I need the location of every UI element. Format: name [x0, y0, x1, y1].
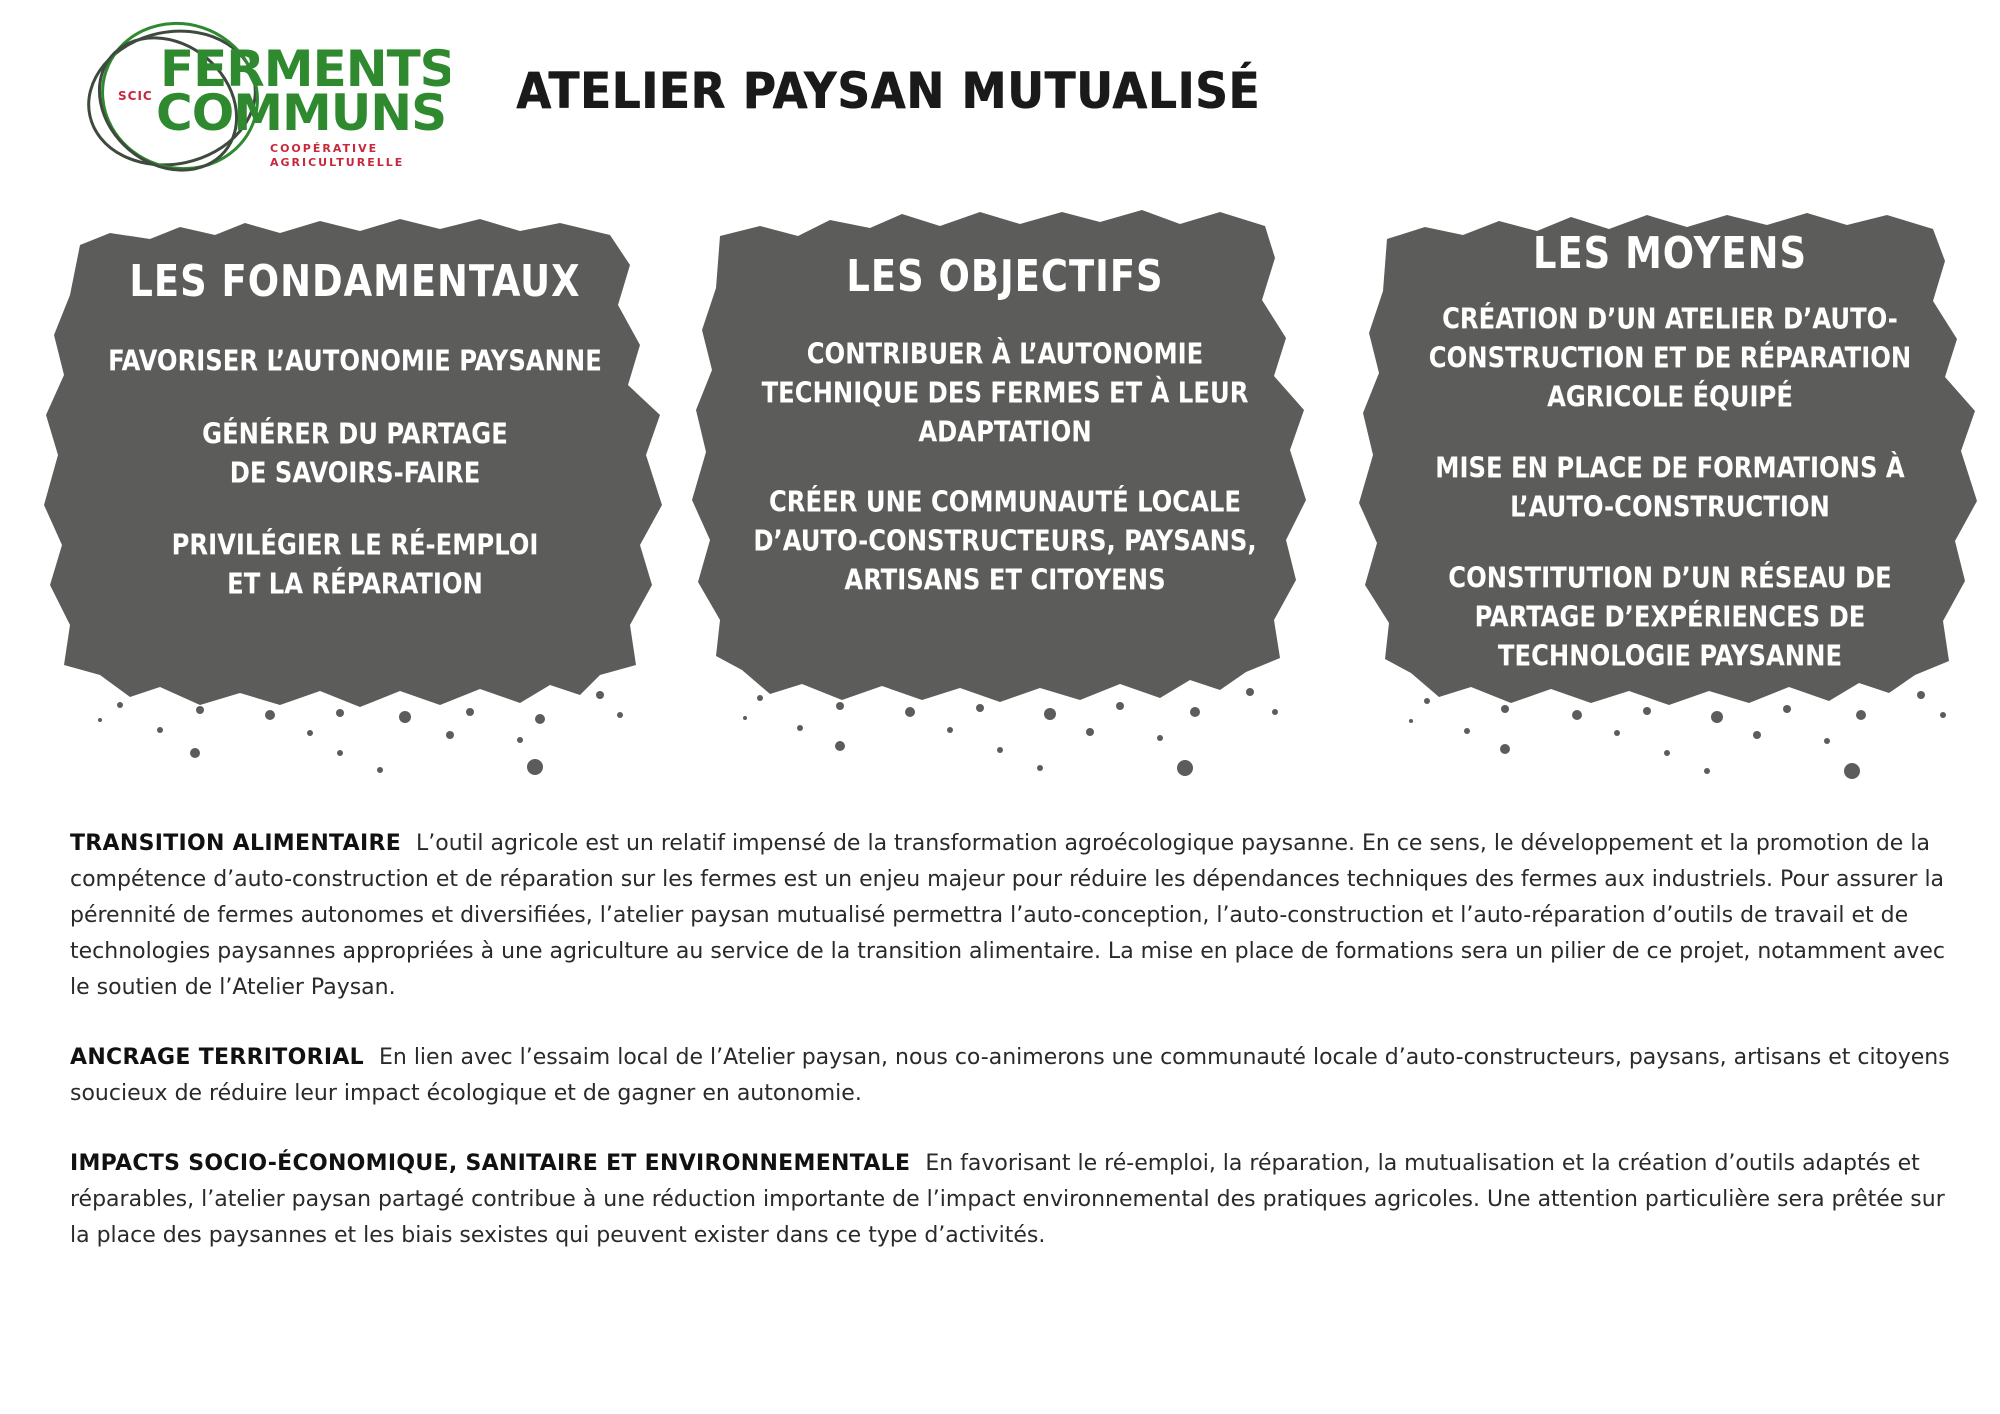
logo-tagline1: COOPÉRATIVE — [270, 142, 379, 155]
panel-content — [40, 257, 670, 602]
logo — [80, 16, 450, 176]
section-lead: IMPACTS SOCIO-ÉCONOMIQUE, SANITAIRE ET ENVIRONNEMENTALE — [70, 1151, 911, 1176]
panel-heading: LES MOYENS — [1532, 227, 1808, 279]
page-title: ATELIER PAYSAN MUTUALISÉ — [516, 62, 1260, 120]
panel-item: GÉNÉRER DU PARTAGE DE SAVOIRS-FAIRE — [202, 418, 508, 490]
section-transition — [70, 826, 1950, 1006]
section-impacts — [70, 1146, 1950, 1254]
section-text: En favorisant le ré-emploi, la réparation, la mutualisation et la création d’outils adaptés et réparables, l’atelier paysan partagé contribue à une réduction importante de l’impact environnemental des pratiques agricoles. Une attention particulière sera prêtée sur la place des paysannes et les biais sexistes qui peuvent exister dans ce type d’activités. — [70, 1151, 1945, 1248]
panel-content — [690, 252, 1320, 597]
logo-line1: FERMENTS — [160, 40, 450, 98]
panel-objectifs — [690, 200, 1320, 780]
panel-item: CONSTITUTION D’UN RÉSEAU DE PARTAGE D’EXPÉRIENCES DE TECHNOLOGIE PAYSANNE — [1448, 562, 1892, 673]
panel-item: CRÉER UNE COMMUNAUTÉ LOCALE D’AUTO-CONSTRUCTEURS, PAYSANS, ARTISANS ET CITOYENS — [753, 486, 1257, 597]
panel-item: CRÉATION D’UN ATELIER D’AUTO- CONSTRUCTION ET DE RÉPARATION AGRICOLE ÉQUIPÉ — [1428, 303, 1912, 414]
logo-tagline2: AGRICULTURELLE — [270, 156, 405, 169]
logo-mark — [80, 16, 450, 176]
section-lead: TRANSITION ALIMENTAIRE — [70, 831, 402, 856]
panel-item: FAVORISER L’AUTONOMIE PAYSANNE — [108, 345, 602, 378]
logo-line2: COMMUNS — [156, 84, 447, 142]
panel-heading: LES OBJECTIFS — [846, 250, 1164, 302]
section-lead: ANCRAGE TERRITORIAL — [70, 1045, 364, 1070]
panel-item: MISE EN PLACE DE FORMATIONS À L’AUTO-CONSTRUCTION — [1435, 452, 1905, 524]
section-text: L’outil agricole est un relatif impensé de la transformation agroécologique paysanne. En ce sens, le développement et la promotion de la compétence d’auto-construction et de réparation sur les fermes est un enjeu majeur pour réduire les dépendances techniques des fermes aux industriels. Pour assurer la pérennité de fermes autonomes et diversifiées, l’atelier paysan mutualisé permettra l’auto-conception, l’auto-construction et l’auto-réparation d’outils de travail et de technologies paysannes appropriées à une agriculture au service de la transition alimentaire. La mise en place de formations sera un pilier de ce projet, notamment avec le soutien de l’Atelier Paysan. — [70, 831, 1945, 1000]
logo-badge: SCIC — [118, 89, 153, 103]
panel-moyens — [1355, 205, 1985, 785]
panel-item: PRIVILÉGIER LE RÉ-EMPLOI ET LA RÉPARATION — [171, 529, 539, 601]
section-text: En lien avec l’essaim local de l’Atelier paysan, nous co-animerons une communauté locale d’auto-constructeurs, paysans, artisans et citoyens soucieux de réduire leur impact écologique et de gagner en autonomie. — [70, 1045, 1950, 1106]
panel-fondamentaux — [40, 205, 670, 785]
panel-content — [1355, 229, 1985, 673]
section-ancrage — [70, 1040, 1950, 1112]
panel-heading: LES FONDAMENTAUX — [129, 255, 581, 307]
panel-item: CONTRIBUER À L’AUTONOMIE TECHNIQUE DES FERMES ET À LEUR ADAPTATION — [761, 338, 1249, 449]
